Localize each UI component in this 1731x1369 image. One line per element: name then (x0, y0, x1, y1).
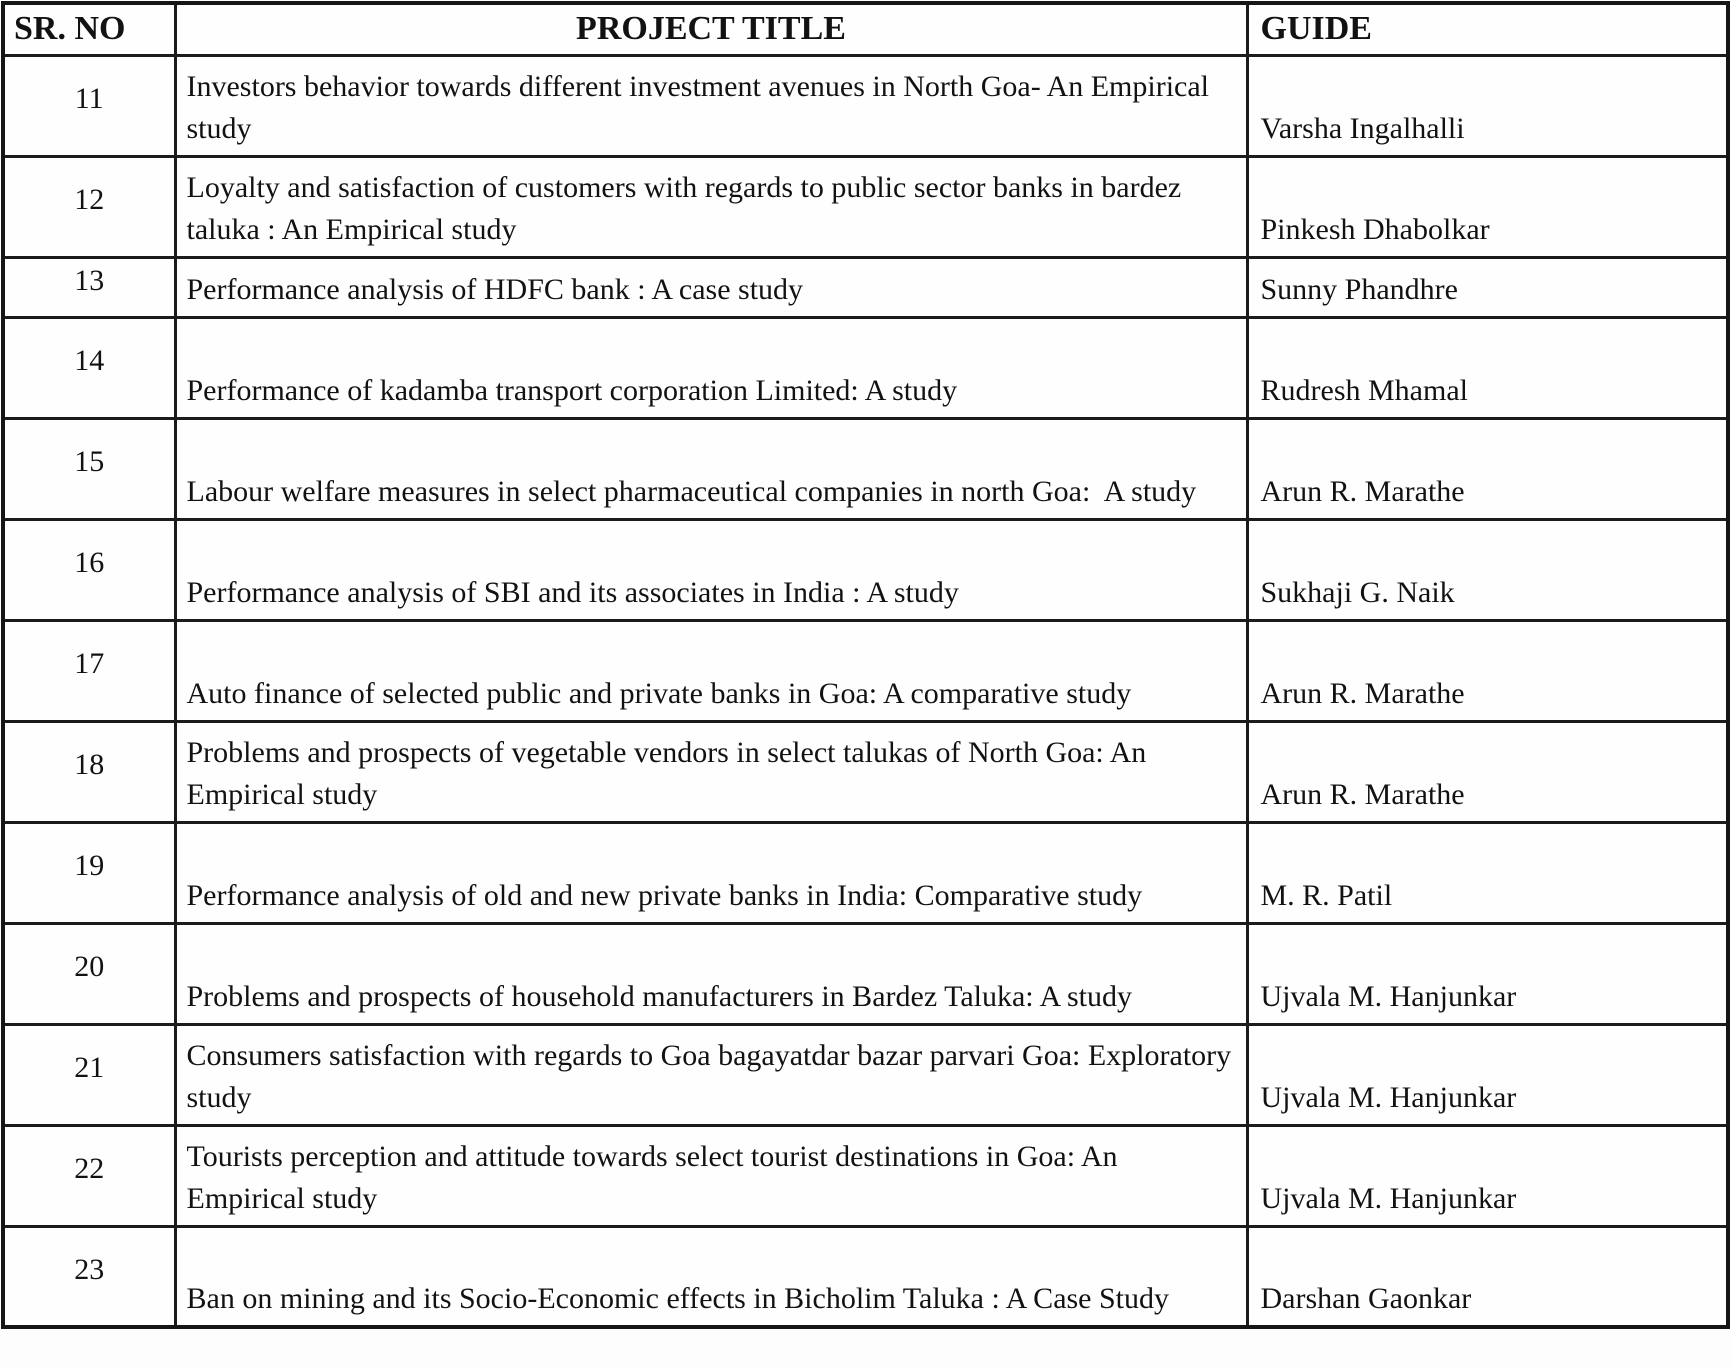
row-project-title: Performance analysis of SBI and its associates in India : A study (175, 519, 1247, 620)
row-guide: Rudresh Mhamal (1247, 317, 1728, 418)
row-project-title: Problems and prospects of vegetable vendors in select talukas of North Goa: An Empirical study (175, 721, 1247, 822)
row-project-title: Performance of kadamba transport corporation Limited: A study (175, 317, 1247, 418)
row-sr-no: 13 (3, 257, 175, 317)
row-guide: Sukhaji G. Naik (1247, 519, 1728, 620)
table-row (3, 721, 1728, 822)
row-sr-no: 15 (3, 418, 175, 519)
table-row (3, 519, 1728, 620)
row-guide: Ujvala M. Hanjunkar (1247, 923, 1728, 1024)
row-guide: Varsha Ingalhalli (1247, 55, 1728, 156)
row-project-title: Labour welfare measures in select pharmaceutical companies in north Goa: A study (175, 418, 1247, 519)
row-project-title: Investors behavior towards different investment avenues in North Goa- An Empirical study (175, 55, 1247, 156)
row-sr-no: 23 (3, 1226, 175, 1327)
column-header-sr-no: SR. NO (3, 3, 175, 55)
table-row (3, 822, 1728, 923)
row-sr-no: 14 (3, 317, 175, 418)
table-row (3, 1226, 1728, 1327)
row-project-title: Performance analysis of old and new private banks in India: Comparative study (175, 822, 1247, 923)
row-sr-no: 19 (3, 822, 175, 923)
row-sr-no: 11 (3, 55, 175, 156)
table-row (3, 1024, 1728, 1125)
row-project-title: Problems and prospects of household manufacturers in Bardez Taluka: A study (175, 923, 1247, 1024)
row-project-title: Performance analysis of HDFC bank : A case study (175, 257, 1247, 317)
row-sr-no: 20 (3, 923, 175, 1024)
table-body (3, 55, 1728, 1327)
row-guide: Pinkesh Dhabolkar (1247, 156, 1728, 257)
table-row (3, 620, 1728, 721)
row-project-title: Consumers satisfaction with regards to Goa bagayatdar bazar parvari Goa: Exploratory study (175, 1024, 1247, 1125)
row-guide: Ujvala M. Hanjunkar (1247, 1024, 1728, 1125)
projects-table (1, 1, 1730, 1329)
table-row (3, 317, 1728, 418)
row-project-title: Auto finance of selected public and private banks in Goa: A comparative study (175, 620, 1247, 721)
row-guide: Sunny Phandhre (1247, 257, 1728, 317)
row-sr-no: 18 (3, 721, 175, 822)
row-sr-no: 22 (3, 1125, 175, 1226)
header-row (3, 3, 1728, 55)
table-row (3, 156, 1728, 257)
row-guide: Ujvala M. Hanjunkar (1247, 1125, 1728, 1226)
row-sr-no: 12 (3, 156, 175, 257)
table-row (3, 418, 1728, 519)
row-guide: Darshan Gaonkar (1247, 1226, 1728, 1327)
table-row (3, 55, 1728, 156)
row-sr-no: 21 (3, 1024, 175, 1125)
column-header-guide: GUIDE (1247, 3, 1728, 55)
row-project-title: Tourists perception and attitude towards select tourist destinations in Goa: An Empirical study (175, 1125, 1247, 1226)
row-project-title: Ban on mining and its Socio-Economic effects in Bicholim Taluka : A Case Study (175, 1226, 1247, 1327)
table-row (3, 257, 1728, 317)
column-header-project-title: PROJECT TITLE (175, 3, 1247, 55)
row-project-title: Loyalty and satisfaction of customers with regards to public sector banks in bardez taluka : An Empirical study (175, 156, 1247, 257)
row-sr-no: 17 (3, 620, 175, 721)
row-guide: Arun R. Marathe (1247, 418, 1728, 519)
row-sr-no: 16 (3, 519, 175, 620)
table-row (3, 1125, 1728, 1226)
row-guide: Arun R. Marathe (1247, 721, 1728, 822)
row-guide: Arun R. Marathe (1247, 620, 1728, 721)
table-row (3, 923, 1728, 1024)
row-guide: M. R. Patil (1247, 822, 1728, 923)
